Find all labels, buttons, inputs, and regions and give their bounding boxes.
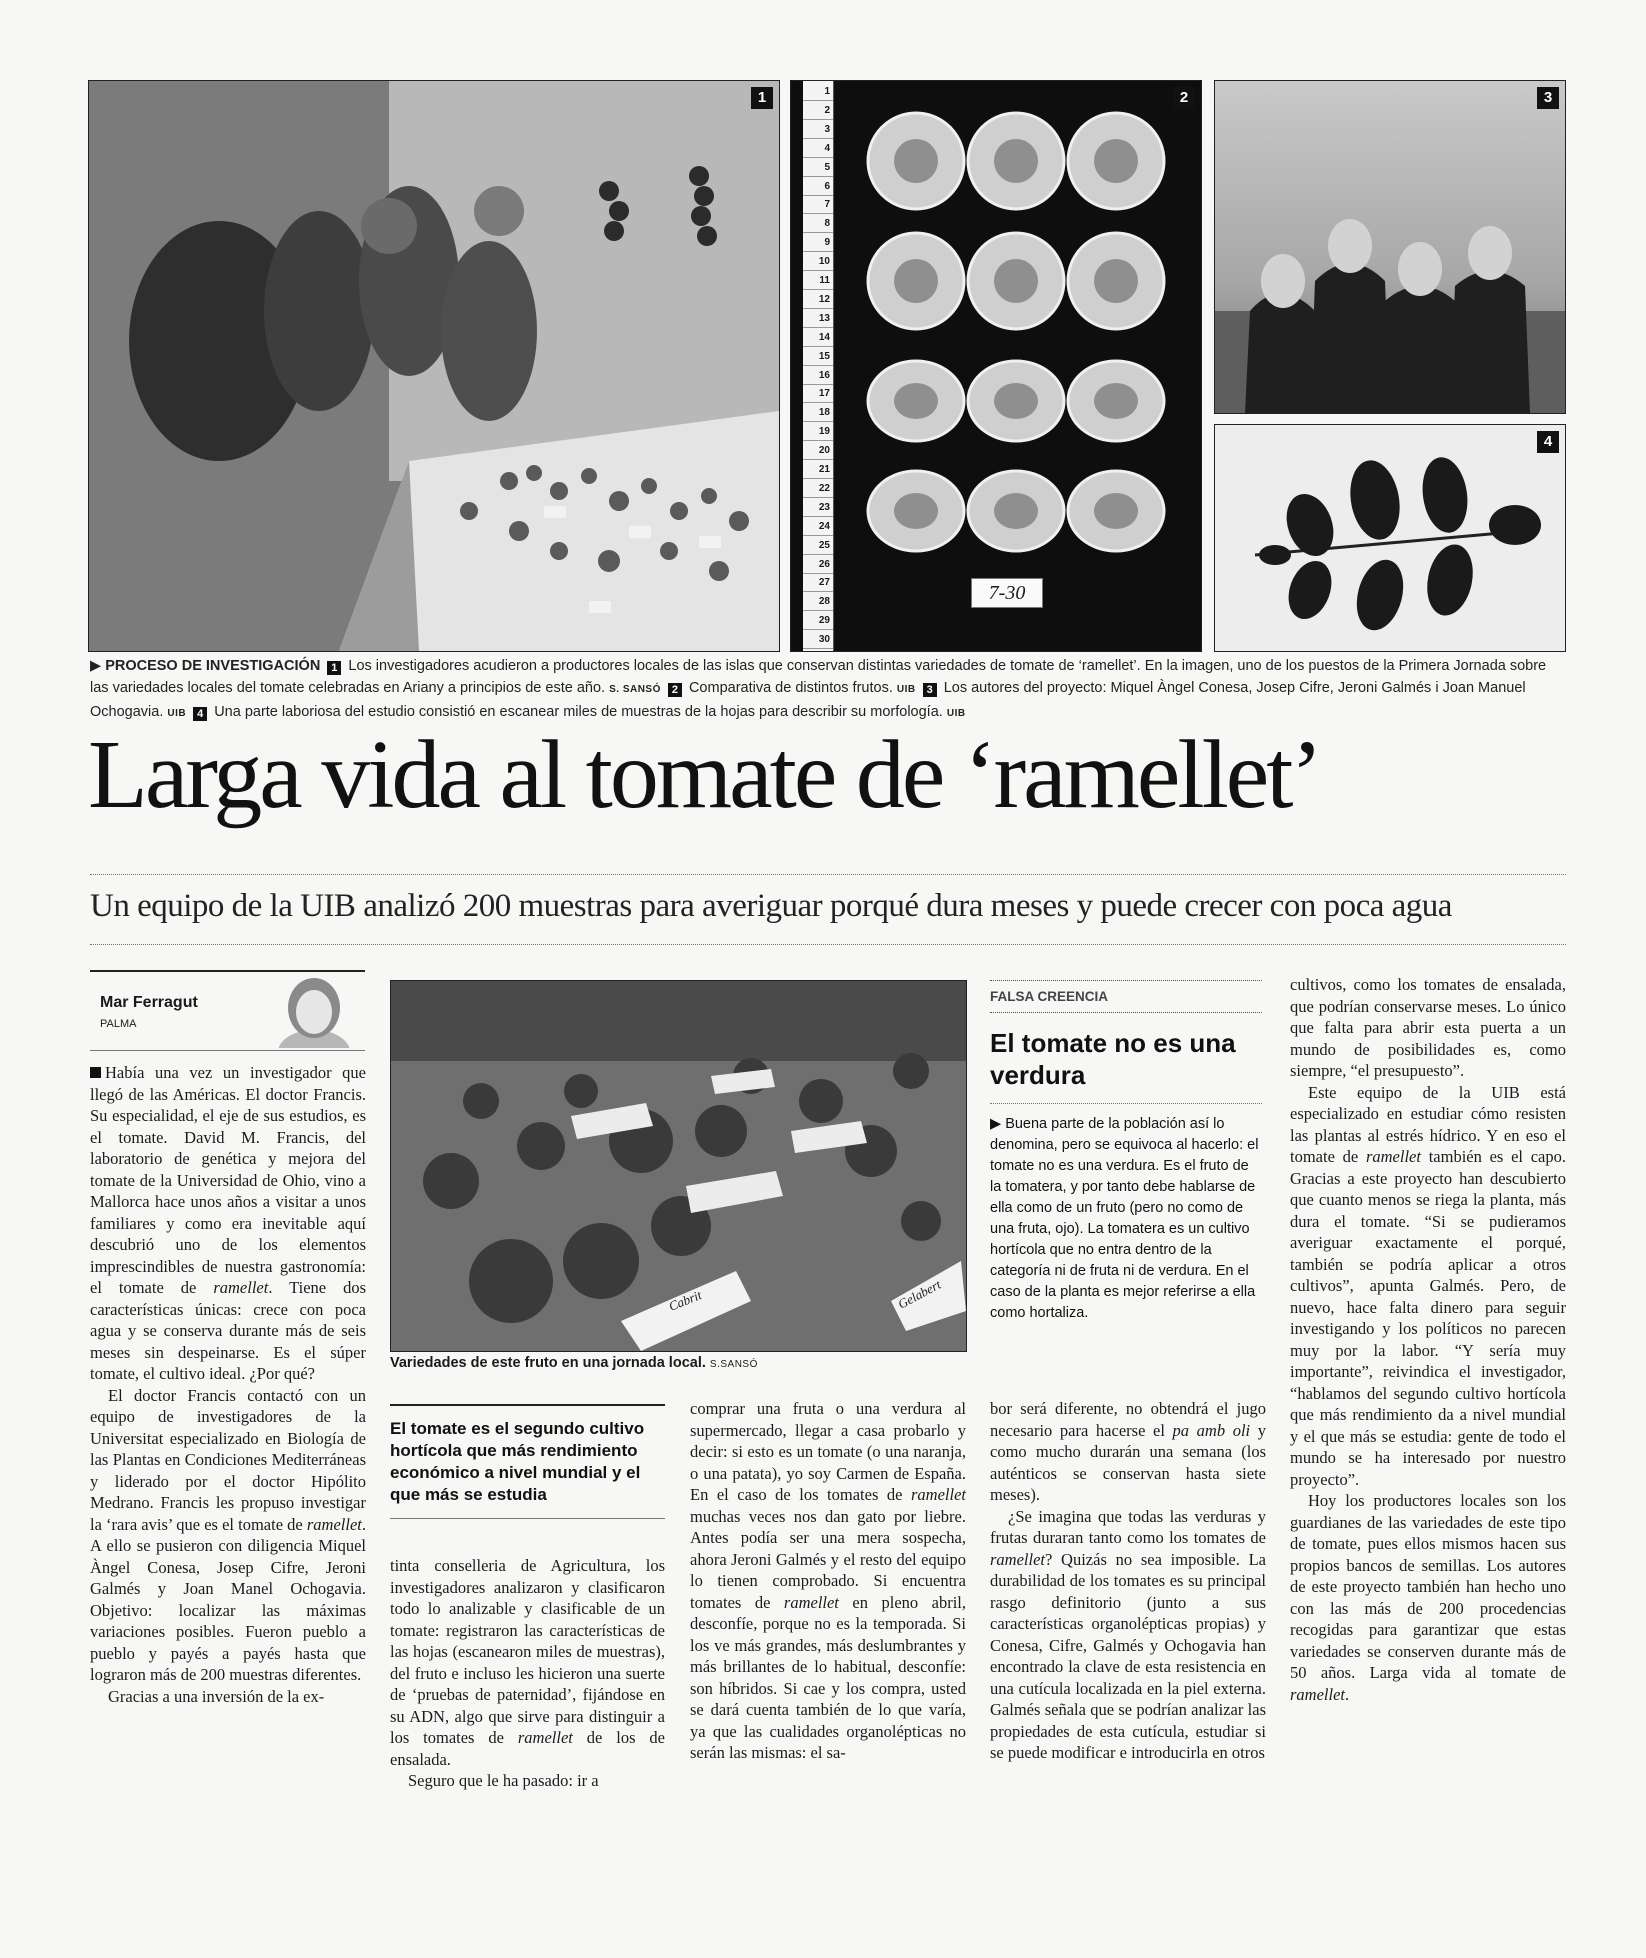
- ruler-number: 22: [803, 480, 833, 498]
- ruler-number: 1: [803, 83, 833, 101]
- ruler-number: 4: [803, 140, 833, 158]
- italic-term: ramellet: [517, 1728, 573, 1747]
- ruler-number: 6: [803, 178, 833, 196]
- paragraph-text: . A ello se pusieron con diligencia Miquel Àngel Conesa, Josep Cifre, Jeroni Galmés y Joan Manel Ochogavia. Objetivo: localizar las máximas variaciones posibles. Fueron pueblo a pueblo y payés a payés hasta que lograron más de 200 muestras diferentes.: [90, 1514, 367, 1684]
- caption-number: 1: [327, 661, 341, 675]
- headline: Larga vida al tomate de ‘ramellet’: [88, 721, 1321, 829]
- paragraph-text: de los de ensalada.: [390, 1728, 665, 1769]
- leaf-scan-illustration: [1215, 425, 1565, 651]
- tomato-varieties-illustration: [391, 981, 966, 1351]
- tag-label: Cabrit: [666, 1287, 704, 1314]
- ruler-number: 11: [803, 272, 833, 290]
- italic-term: ramellet: [213, 1278, 269, 1297]
- sidebar-title: El tomate no es una verdura: [990, 1028, 1236, 1090]
- caption-text: Los autores del proyecto: Miquel Àngel Conesa, Josep Cifre, Jeroni Galmés i Joan Manuel Ochogavia.: [90, 680, 1526, 720]
- arrow-icon: ▶: [990, 1116, 1006, 1132]
- caption-credit: UIB: [167, 708, 187, 719]
- paragraph-text: Había una vez un investigador que llegó de las Américas. El doctor Francis. Su especialidad, el eje de sus estudios, es el tomate. David M. Francis, del laboratorio de genética y mejora del tomate de la Universidad de Ohio, vino a Mallorca hace unos años a visitar a unos familiares y como era inevitable aquí descubrió uno de los elementos imprescindibles de nuestra gastronomía: el tomate de: [90, 1063, 366, 1297]
- byline: [90, 970, 365, 1051]
- photo-caption: [90, 655, 1568, 725]
- photo-number: 4: [1537, 431, 1559, 453]
- avatar-illustration: [275, 974, 353, 1048]
- paragraph-text: Gracias a una inversión de la ex-: [108, 1686, 325, 1706]
- tomato-slice-core: [1094, 139, 1138, 183]
- ruler-number: 26: [803, 556, 833, 574]
- avatar: [275, 974, 353, 1048]
- tomato-slice-core: [1094, 259, 1138, 303]
- divider: [90, 944, 1566, 945]
- tomato-slice-core: [994, 493, 1038, 529]
- divider: [990, 1103, 1262, 1104]
- caption-text: Una parte laboriosa del estudio consistió en escanear miles de muestras de la hojas para describir su morfología.: [214, 704, 943, 720]
- paragraph-text: bor será diferente, no obtendrá el jugo necesario para hacerse el: [990, 1399, 1266, 1440]
- authors-illustration: [1215, 81, 1565, 413]
- photo-tomato-varieties: [390, 980, 967, 1352]
- tomato-slice-core: [994, 259, 1038, 303]
- ruler-number: 5: [803, 159, 833, 177]
- caption-number: 2: [668, 683, 682, 697]
- author-place: PALMA: [100, 1018, 137, 1030]
- paragraph-text: .: [1345, 1684, 1350, 1704]
- tomato-slice-core: [894, 383, 938, 419]
- bullet-square-icon: [90, 1067, 101, 1078]
- tomato-slice-core: [1094, 383, 1138, 419]
- tomato-slice-core: [894, 493, 938, 529]
- slice-label: 7-30: [971, 578, 1043, 608]
- sidebar-kicker: FALSA CREENCIA: [990, 989, 1109, 1004]
- ruler-number: 21: [803, 461, 833, 479]
- tomato-slice-core: [1094, 493, 1138, 529]
- article-column-1: [90, 1062, 366, 1707]
- paragraph-text: cultivos, como los tomates de ensalada, que podrían conservarse meses. Lo único que falta para abrir esta puerta a un mundo de posibilidades es, como siempre, “el presupuesto”.: [1290, 975, 1566, 1080]
- divider: [90, 874, 1566, 875]
- ruler-number: 15: [803, 348, 833, 366]
- ruler-number: 10: [803, 253, 833, 271]
- paragraph-text: . Tiene dos características únicas: crece con poca agua y se conserva durante más de seis meses sin despeinarse. Es el súper tomate, el cultivo ideal. ¿Por qué?: [90, 1278, 367, 1383]
- paragraph-text: Hoy los productores locales son los guardianes de las variedades de este tipo de tomate, pues ellos mismos hacen sus propios bancos de semillas. Los autores de este proyecto también han hecho uno con las más de 200 procedencias recogidas para garantizar que estas variedades se conserven durante más de 50 años. Larga vida al tomate de: [1290, 1491, 1566, 1682]
- photo-tomato-slices: [790, 80, 1202, 652]
- photo-market-stall: [88, 80, 780, 652]
- ruler-number: 17: [803, 385, 833, 403]
- italic-term: ramellet: [911, 1485, 966, 1504]
- italic-term: ramellet: [1290, 1684, 1345, 1704]
- paragraph-text: El doctor Francis contactó con un equipo de investigadores de la Universitat especializado en Biología de las Plantas en Condiciones Mediterráneas y liderado por el doctor Hipólito Medrano. Francis les propuso investigar la ‘rara avis’ que es el tomate de: [90, 1385, 366, 1534]
- paragraph-text: muchas veces nos dan gato por liebre. Antes podía ser una mera sospecha, ahora Jeroni Galmés y el resto del equipo lo tienen comprobado. Si encuentra tomates de: [690, 1506, 966, 1612]
- ruler-number: 28: [803, 593, 833, 611]
- ruler-number: 2: [803, 102, 833, 120]
- ruler-number: 19: [803, 423, 833, 441]
- paragraph-text: ¿Se imagina que todas las verduras y frutas duraran tanto como los tomates de: [990, 1506, 1266, 1547]
- ruler-number: 7: [803, 196, 833, 214]
- tomato-slice-core: [894, 139, 938, 183]
- italic-term: ramellet: [1365, 1147, 1421, 1166]
- ruler-number: 3: [803, 121, 833, 139]
- ruler-number: 23: [803, 499, 833, 517]
- photo-leaf-scan: [1214, 424, 1566, 652]
- article-column-3: [690, 1398, 966, 1764]
- sidebar-box: [990, 980, 1262, 1324]
- mid-caption-credit: S.SANSÓ: [709, 1359, 758, 1370]
- pull-quote: [390, 1404, 665, 1519]
- caption-credit: UIB: [896, 684, 916, 695]
- paragraph-text: tinta conselleria de Agricultura, los investigadores analizaron y clasificaron todo lo analizable y clasificable de un tomate: registraron las características de las hojas (escanearon miles de muestras), del fruto e incluso les hicieron una suerte de ‘pruebas de paternidad’, fijándose en su ADN, algo que sirve para distinguir a los tomates de: [390, 1556, 665, 1747]
- photo-number: 2: [1173, 87, 1195, 109]
- ruler-number: 16: [803, 367, 833, 385]
- paragraph-text: Seguro que le ha pasado: ir a: [408, 1771, 599, 1790]
- mid-caption-text: Variedades de este fruto en una jornada local.: [390, 1355, 706, 1371]
- market-stall-illustration: [89, 81, 779, 651]
- caption-lead: PROCESO DE INVESTIGACIÓN: [105, 658, 321, 674]
- ruler-number: 14: [803, 329, 833, 347]
- caption-arrow-icon: ▶: [90, 658, 102, 674]
- caption-credit: UIB: [946, 708, 966, 719]
- paragraph-text: comprar una fruta o una verdura al supermercado, llegar a casa probarlo y decir: si esto es un tomate (o una naranja, o una patata), yo soy Carmen de España. En el caso de los tomates de: [690, 1399, 966, 1504]
- italic-term: pa amb oli: [1172, 1420, 1251, 1440]
- caption-credit: S. SANSÓ: [609, 684, 661, 695]
- mid-photo-caption: [390, 1353, 970, 1375]
- paragraph-text: en pleno abril, desconfíe, porque no es la temporada. Si los ve más grandes, más deslumbrantes y más brillantes de lo habitual, desconfíe: son híbridos. Si cae y los compra, usted se dará cuenta también de lo que varía, ya que las cualidades organolépticas no serán las mismas: el sa-: [690, 1592, 966, 1762]
- photo-number: 3: [1537, 87, 1559, 109]
- caption-text: Los investigadores acudieron a productores locales de las islas que conservan distintas variedades de tomate de ‘ramellet’. En la imagen, uno de los puestos de la Primera Jornada sobre las variedades locales del tomate celebradas en Ariany a principios de este año.: [90, 658, 1547, 696]
- ruler-number: 12: [803, 291, 833, 309]
- pull-quote-text: El tomate es el segundo cultivo hortícola que más rendimiento económico a nivel mundial y el que más se estudia: [390, 1419, 645, 1504]
- paragraph-text: y como mucho durarán una semana (los auténticos se conservan hasta siete meses).: [990, 1420, 1266, 1504]
- italic-term: ramellet: [783, 1592, 839, 1612]
- tomato-slice-core: [994, 383, 1038, 419]
- paragraph-text: también es el capo. Gracias a este proyecto han descubierto que cuanto menos se riega la planta, más dura el tomate. “Si se pudieramos averiguar exactamente el porqué, también se podría aplicar a otros cultivos”, apunta Galmés. Pero, de nuevo, hace falta dinero para seguir investigando y los políticos no parecen muy por la labor. “Y sería muy importante”, reivindica el investigador, “hablamos del segundo cultivo hortícola que más rendimiento da a nivel mundial y el que más se estudia: gente de todo el mundo se ha interesado por nuestro proyecto”.: [1290, 1147, 1567, 1489]
- sidebar-body-text: Buena parte de la población así lo denomina, pero se equivoca al hacerlo: el tomate no es una verdura. Es el fruto de la tomatera, y por tanto debe hablarse de ella como de un fruto (pero no como de una fruta, ojo). La tomatera es un cultivo hortícola que no entra dentro de la categoría ni de fruta ni de verdura. En el caso de la planta es mejor referirse a ella como hortaliza.: [990, 1116, 1259, 1321]
- ruler-number: 20: [803, 442, 833, 460]
- caption-number: 4: [193, 707, 207, 721]
- ruler-number: 8: [803, 215, 833, 233]
- paragraph-text: ? Quizás no sea imposible. La durabilidad de los tomates es su principal rasgo definitorio (junto a sus características organolépticas propias) y Conesa, Cifre, Galmés y Ochogavia han encontrado la clave de esta resistencia en una cutícula localizada en la piel externa. Galmés señala que se podrían analizar las propiedades de esta cutícula, estudiar si se puede modificar e introducirla en otros: [990, 1549, 1266, 1762]
- tomato-slice-core: [894, 259, 938, 303]
- photo-number: 1: [751, 87, 773, 109]
- article-column-5: [1290, 974, 1566, 1705]
- italic-term: ramellet: [306, 1514, 362, 1534]
- photo-authors: [1214, 80, 1566, 414]
- article-column-2: [390, 1555, 665, 1792]
- caption-text: Comparativa de distintos frutos.: [688, 680, 893, 696]
- ruler-number: 29: [803, 612, 833, 630]
- ruler-number: 27: [803, 574, 833, 592]
- italic-term: ramellet: [990, 1549, 1045, 1569]
- tomato-slices-grid: [791, 81, 1201, 651]
- ruler-number: 30: [803, 631, 833, 649]
- subheadline: Un equipo de la UIB analizó 200 muestras para averiguar porqué dura meses y puede crecer con poca agua: [90, 888, 1452, 924]
- tomato-slice-core: [994, 139, 1038, 183]
- ruler-number: 24: [803, 518, 833, 536]
- paragraph-text: Este equipo de la UIB está especializado en estudiar cómo resisten las plantas al estrés hídrico. Y en eso el tomate de: [1290, 1082, 1566, 1166]
- ruler-number: 13: [803, 310, 833, 328]
- ruler-number: 25: [803, 537, 833, 555]
- ruler-number: 9: [803, 234, 833, 252]
- author-name: Mar Ferragut: [100, 994, 198, 1011]
- caption-number: 3: [923, 683, 937, 697]
- ruler-number: 18: [803, 404, 833, 422]
- article-column-4: [990, 1398, 1266, 1764]
- tag-label: Gelabert: [895, 1276, 944, 1312]
- sidebar-body: [990, 1114, 1262, 1324]
